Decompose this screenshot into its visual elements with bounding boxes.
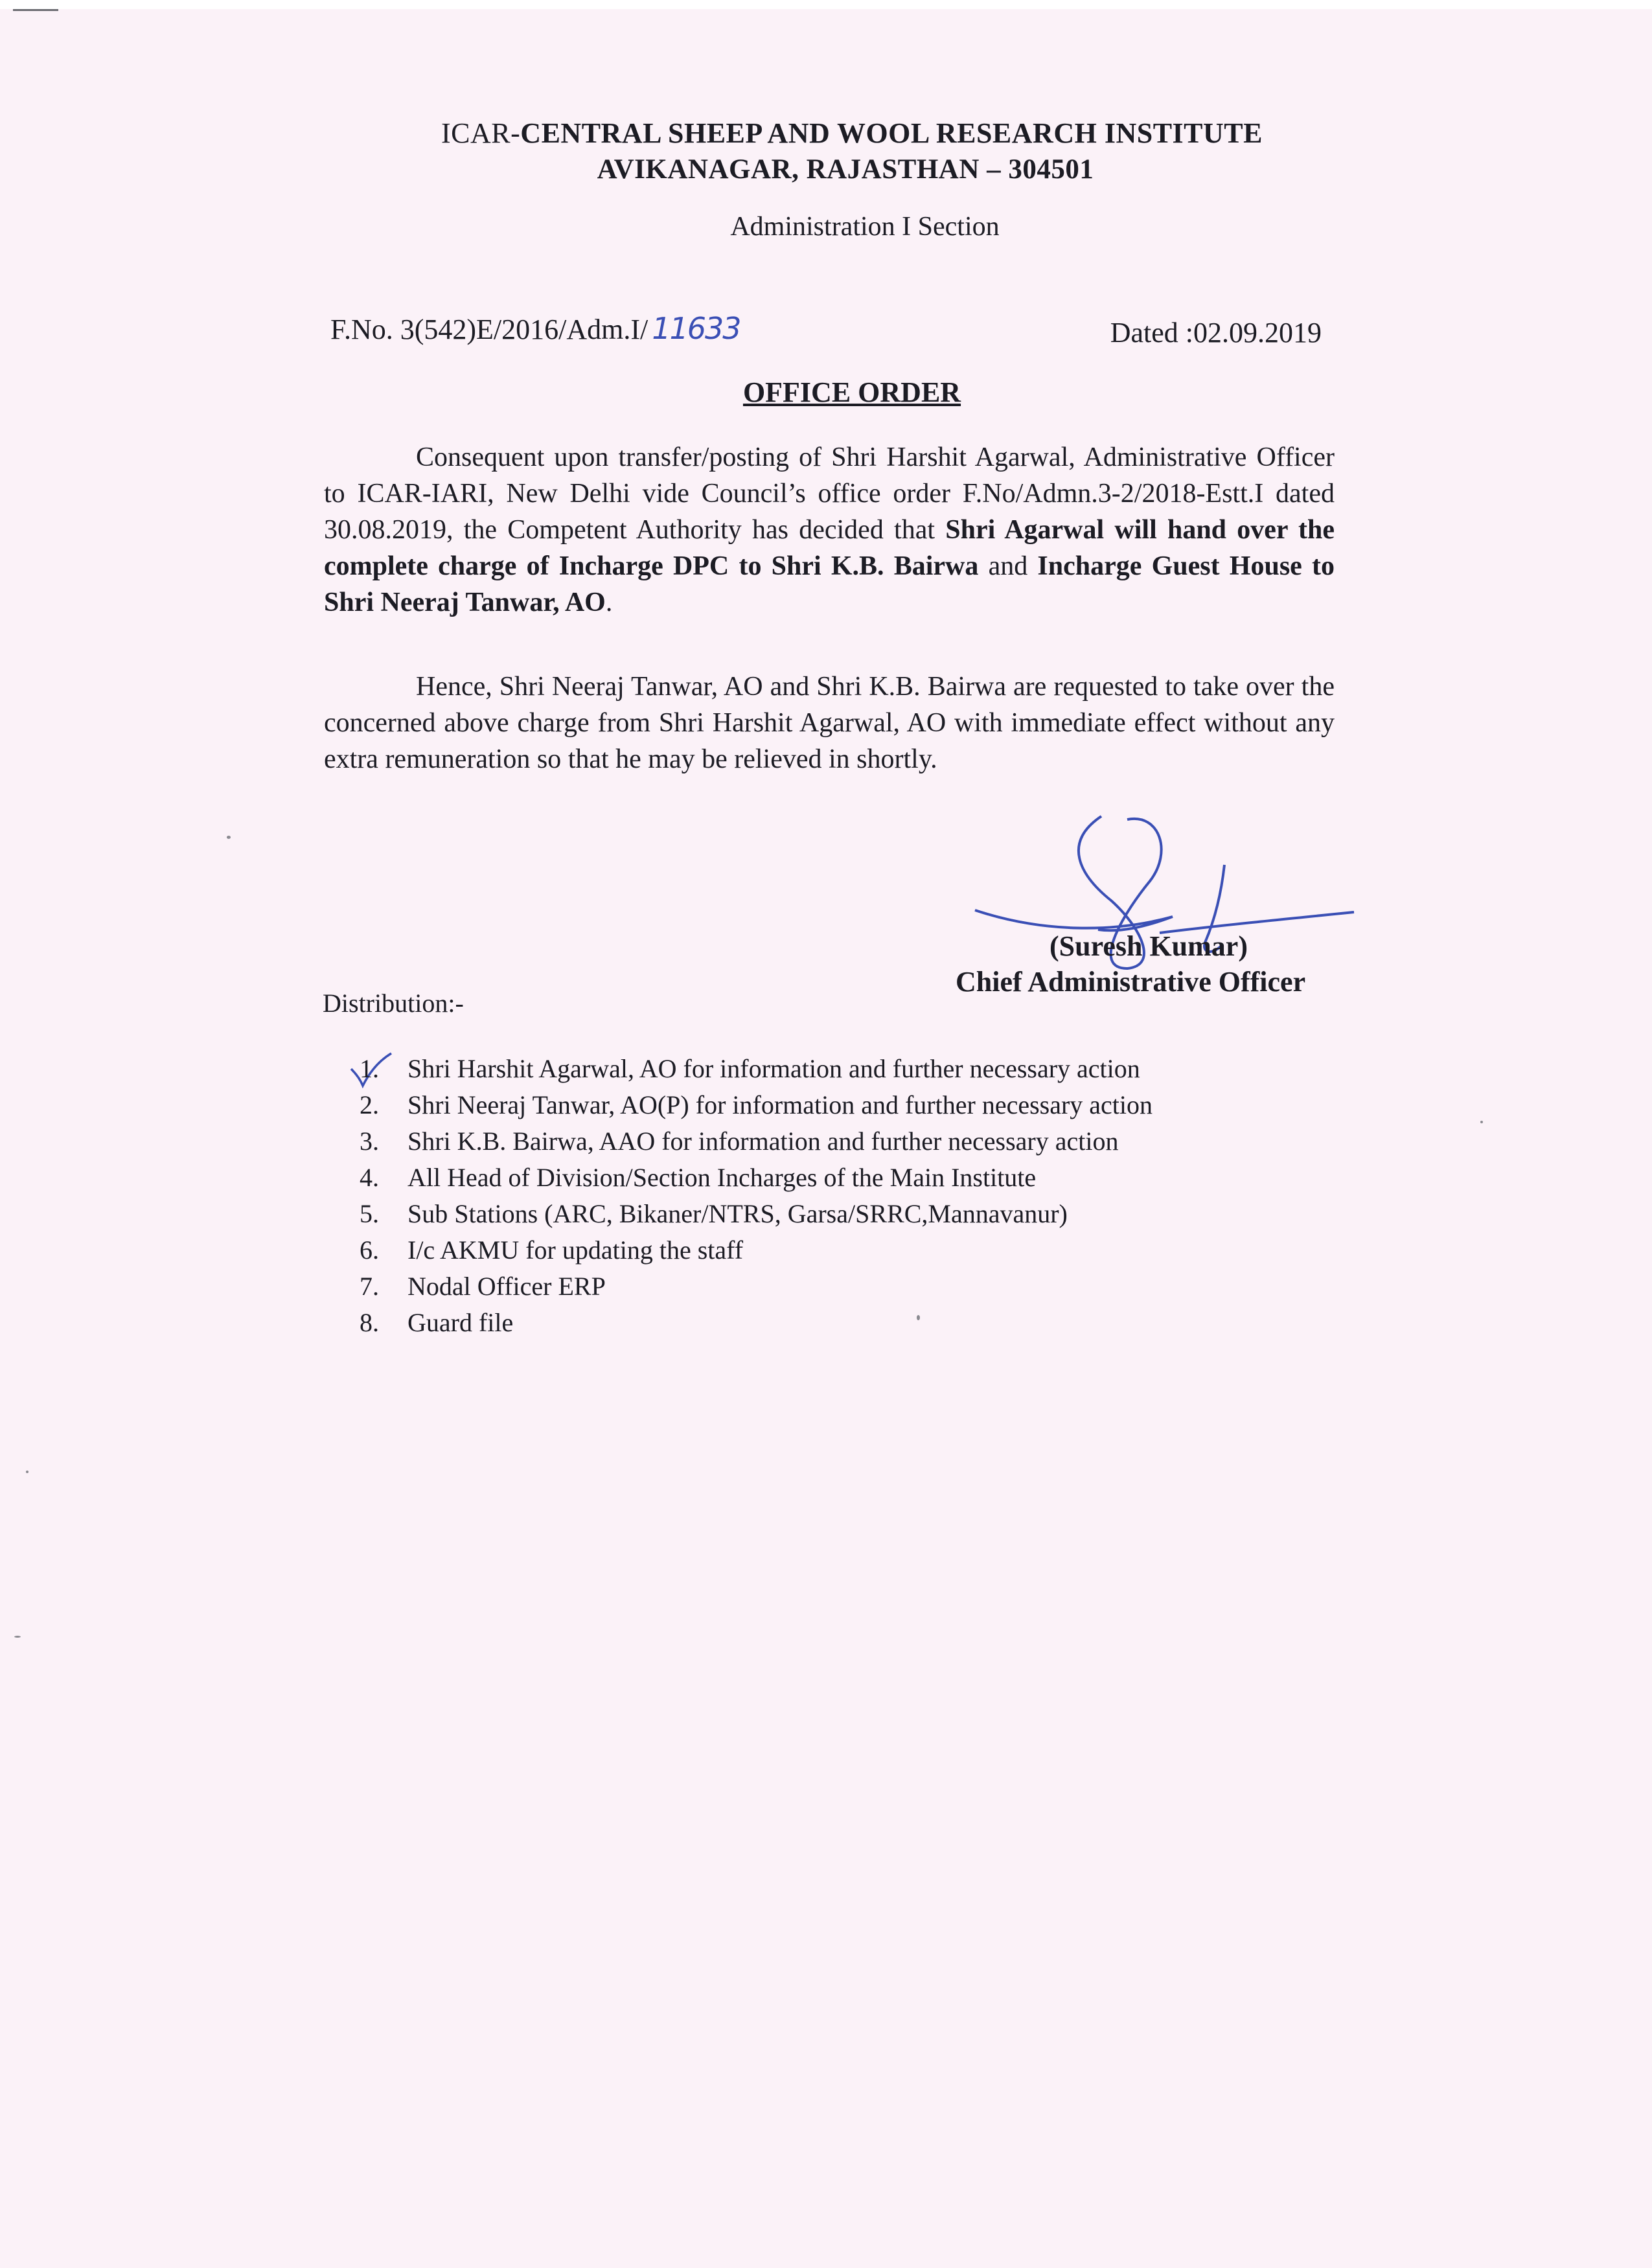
list-item xyxy=(360,1051,1331,1087)
list-item-text: Shri K.B. Bairwa, AAO for information and further necessary action xyxy=(407,1127,1119,1156)
list-item-text: Shri Harshit Agarwal, AO for information and further necessary action xyxy=(407,1054,1140,1083)
list-item-number: 1. xyxy=(360,1054,379,1083)
para1-text-a: Consequent upon transfer/posting of Shri Harshit Agarwal, Administrative Officer to ICAR-IARI, New Delhi vide Council’s office order F.No/Admn.3-2/2018-Estt.I dated 30.08.2019, the Competent Authority has decided that xyxy=(324,442,1335,545)
order-paragraph-2: Hence, Shri Neeraj Tanwar, AO and Shri K.B. Bairwa are requested to take over the concerned above charge from Shri Harshit Agarwal, AO with immediate effect without any extra remuneration so that he may be relieved in shortly. xyxy=(324,672,1335,774)
letterhead-prefix: ICAR- xyxy=(441,117,521,149)
date-line: Dated :02.09.2019 xyxy=(1110,317,1322,349)
list-item-number: 2. xyxy=(360,1090,379,1119)
list-item-text: I/c AKMU for updating the staff xyxy=(407,1235,744,1265)
list-item-text: Nodal Officer ERP xyxy=(407,1272,606,1301)
list-item xyxy=(360,1268,1331,1305)
scan-speck xyxy=(14,1636,21,1638)
list-item xyxy=(360,1305,1331,1341)
list-item xyxy=(360,1123,1331,1160)
letterhead-address: AVIKANAGAR, RAJASTHAN – 304501 xyxy=(597,154,1094,185)
letterhead xyxy=(0,115,1652,188)
list-item xyxy=(360,1196,1331,1232)
list-item-text: All Head of Division/Section Incharges of the Main Institute xyxy=(407,1163,1037,1192)
distribution-label: Distribution:- xyxy=(323,989,464,1018)
file-number-printed: F.No. 3(542)E/2016/Adm.I/ xyxy=(330,314,648,345)
file-number-handwritten: 11633 xyxy=(652,311,740,346)
list-item xyxy=(360,1087,1331,1123)
list-item xyxy=(360,1232,1331,1268)
scan-speck xyxy=(26,1471,29,1473)
signatory-name: (Suresh Kumar) xyxy=(1050,930,1248,962)
list-item-number: 6. xyxy=(360,1235,379,1265)
list-item-number: 7. xyxy=(360,1272,379,1301)
list-item-number: 5. xyxy=(360,1199,379,1228)
scan-speck xyxy=(227,836,231,839)
para1-bold-a: Shri Agarwal will hand over the complete charge of Incharge DPC to Shri K.B. Bairwa xyxy=(324,515,1335,581)
section-name: Administration I Section xyxy=(730,212,1000,242)
list-item xyxy=(360,1160,1331,1196)
document-title: OFFICE ORDER xyxy=(742,376,961,408)
list-item-number: 4. xyxy=(360,1163,379,1192)
list-item-text: Guard file xyxy=(407,1308,514,1337)
list-item-number: 8. xyxy=(360,1308,379,1337)
para1-text-c: . xyxy=(605,588,613,617)
para1-text-b: and xyxy=(978,551,1038,581)
file-number xyxy=(330,311,740,346)
distribution-list xyxy=(360,1051,1331,1341)
list-item-text: Shri Neeraj Tanwar, AO(P) for information and further necessary action xyxy=(407,1090,1153,1119)
letterhead-institute xyxy=(52,115,1652,152)
order-paragraph-1 xyxy=(324,439,1335,621)
list-item-number: 3. xyxy=(360,1127,379,1156)
scan-speck xyxy=(1480,1121,1483,1123)
list-item-text: Sub Stations (ARC, Bikaner/NTRS, Garsa/SRRC,Mannavanur) xyxy=(407,1199,1068,1228)
signatory-designation: Chief Administrative Officer xyxy=(956,966,1306,998)
letterhead-name: CENTRAL SHEEP AND WOOL RESEARCH INSTITUTE xyxy=(520,117,1263,149)
scan-speck xyxy=(917,1315,920,1320)
para1-bold-b: Incharge Guest House to Shri Neeraj Tanwar, AO xyxy=(324,551,1335,617)
